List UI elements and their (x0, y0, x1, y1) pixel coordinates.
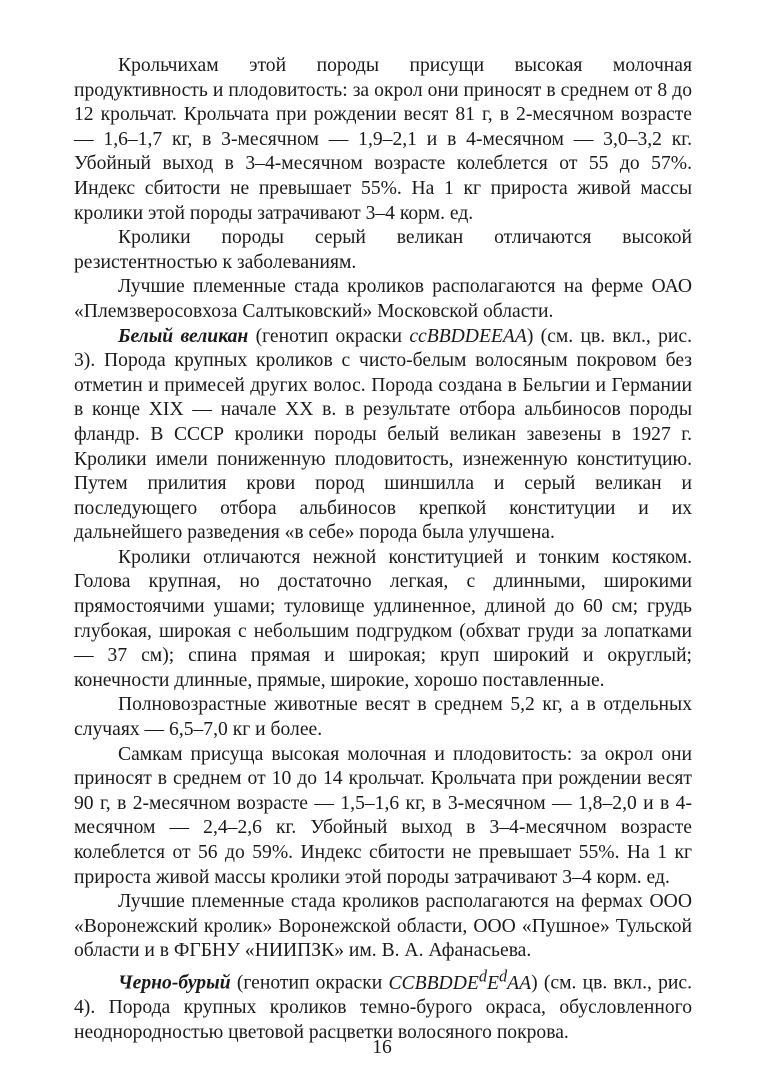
breed-name-black-brown: Черно-бурый (118, 972, 231, 994)
paragraph-resistance: Кролики породы серый великан отличаются высокой резистентностью к заболеваниям. (74, 227, 692, 273)
page-number: 16 (372, 1037, 392, 1058)
genotype-code: $CCBBDDE^dE^dAA$ (388, 965, 532, 994)
paragraph-black-brown (74, 964, 692, 1045)
breed-name-white-giant: Белый великан (118, 325, 249, 347)
paragraph-white-giant (74, 325, 692, 546)
genotype-intro: (генотип окраски (230, 972, 389, 994)
breed-description: ) (см. цв. вкл., рис. 4). Порода крупных кроликов темно-бурого окраса, обусловленного неоднородностью цветовой расцветки волосяного покрова. (74, 972, 693, 1043)
genotype-code: ccBBDDEEAA (409, 325, 527, 347)
paragraph-breeding-farms: Лучшие племенные стада кроликов располагаются на фермах ООО «Воронежский кролик» Воронежской области, ООО «Пушное» Тульской области и в ФГБНУ «НИИПЗК» им. В. А. Афанасьева. (74, 891, 692, 962)
paragraph-breeding-farm: Лучшие племенные стада кроликов располагаются на ферме ОАО «Племзверосовхоза Салтыковский» Московской области. (74, 276, 692, 322)
breed-description: ) (см. цв. вкл., рис. 3). Порода крупных кроликов с чисто-белым волосяным покровом без отметин и примесей других волос. Порода создана в Бельгии и Германии в конце XIX — начале XX в. в результате отбора альбиносов породы фландр. В СССР кролики породы белый великан завезены в 1927 г. Кролики имели пониженную плодовитость, изнеженную конституцию. Путем прилития крови пород шиншилла и серый великан и последующего отбора альбиносов крепкой конституции и их дальнейшего разведения «в себе» порода была улучшена. (74, 325, 692, 544)
body-text (74, 54, 692, 1045)
genotype-intro: (генотип окраски (248, 325, 410, 347)
paragraph-constitution: Кролики отличаются нежной конституцией и тонким костяком. Голова крупная, но достаточно легкая, с длинными, широкими прямостоячими ушами; туловище удлиненное, длиной до 60 см; грудь глубокая, широкая с небольшим подгрудком (обхват груди за лопатками — 37 см); спина прямая и широкая; круп широкий и округлый; конечности длинные, прямые, широкие, хорошо поставленные. (74, 546, 692, 691)
paragraph-adult-weight: Полновозрастные животные весят в среднем 5,2 кг, а в отдельных случаях — 6,5–7,0 кг и более. (74, 694, 692, 741)
paragraph-female-productivity: Самкам присуща высокая молочная и плодовитость: за окрол они приносят в среднем от 10 до 14 крольчат. Крольчата при рождении весят 90 г, в 2-месячном возрасте — 1,5–1,6 кг, в 3-месячном — 1,8–2,0 и в 4-месячном — 2,4–2,6 кг. Убойный выход в 3–4-месячном возрасте колеблется от 56 до 59%. Индекс сбитости не превышает 55%. На 1 кг прироста живой массы кролики этой породы затрачивают 3–4 корм. ед. (74, 743, 692, 888)
paragraph-milk-productivity: Крольчихам этой породы присущи высокая молочная продуктивность и плодовитость: за окрол они приносят в среднем от 8 до 12 крольчат. Крольчата при рождении весят 81 г, в 2-месячном возрасте — 1,6–1,7 кг, в 3-месячном — 1,9–2,1 и в 4-месячном — 3,0–3,2 кг. Убойный выход в 3–4-месячном возрасте колеблется от 55 до 57%. Индекс сбитости не превышает 55%. На 1 кг прироста живой массы кролики этой породы затрачивают 3–4 корм. ед. (74, 55, 692, 224)
